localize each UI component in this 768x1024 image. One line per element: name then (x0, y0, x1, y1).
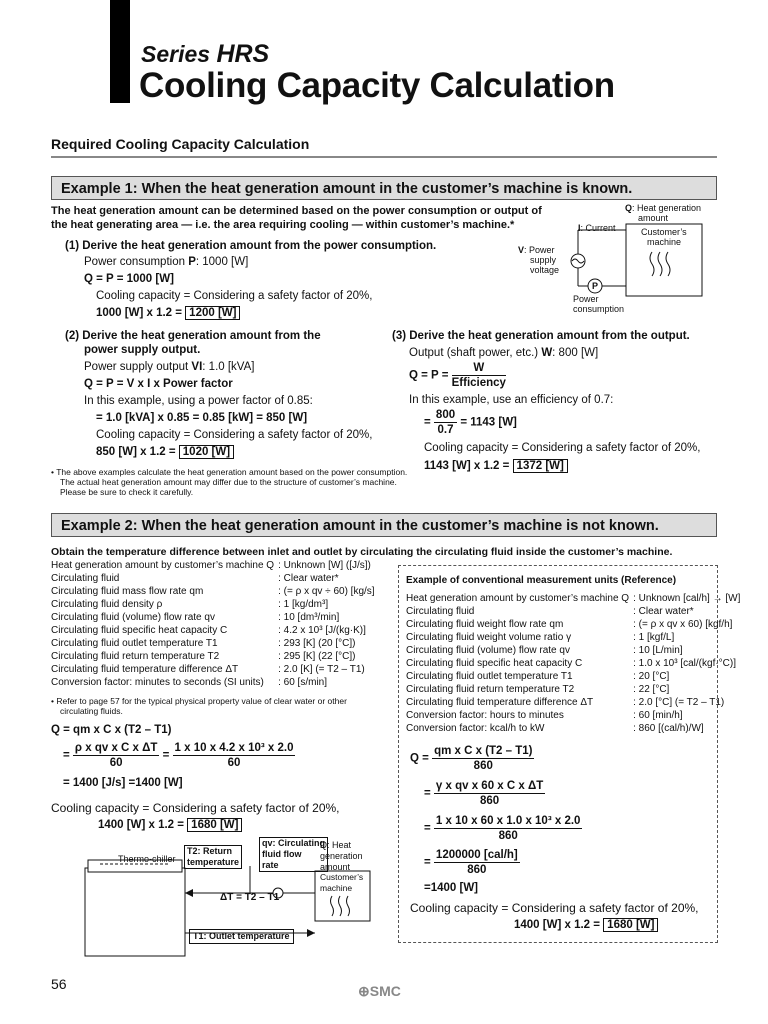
ref-param-label: Circulating fluid specific heat capacity C (406, 658, 583, 669)
example2-eq3: = 1400 [J/s] =1400 [W] (63, 777, 183, 789)
ref-param-value: : Unknown [cal/h] → [W] (633, 593, 741, 604)
step3-line6: 1143 [W] x 1.2 = 1372 [W] (424, 459, 568, 473)
param-label: Circulating fluid specific heat capacity C (51, 625, 228, 636)
param-value: : (= ρ x qv ÷ 60) [kg/s] (278, 586, 375, 597)
thermo-label: Thermo-chiller (118, 854, 176, 864)
ref-param-label: Circulating fluid (volume) flow rate qv (406, 645, 570, 656)
param-row (51, 676, 375, 689)
step1-line3: Cooling capacity = Considering a safety factor of 20%, (96, 290, 373, 302)
param-label: Circulating fluid (volume) flow rate qv (51, 612, 215, 623)
ref-param-value: : Clear water* (633, 606, 694, 617)
param-label: Circulating fluid outlet temperature T1 (51, 638, 218, 649)
t2-label: T2: Return temperature (184, 845, 242, 869)
param-row (51, 572, 375, 585)
delta-t-label: ΔT = T2 – T1 (220, 892, 280, 903)
ref-param-label: Circulating fluid outlet temperature T1 (406, 671, 573, 682)
series-label: Series HRS (141, 40, 270, 68)
ref-param-row (406, 631, 740, 644)
param-row (51, 598, 375, 611)
step1-result: 1200 [W] (185, 306, 240, 320)
example2-result: 1680 [W] (187, 818, 242, 832)
example2-cap-1: Cooling capacity = Considering a safety factor of 20%, (51, 801, 340, 815)
example1-note-1: • The above examples calculate the heat generation amount based on the power consumption. (51, 467, 408, 477)
step3-line5: Cooling capacity = Considering a safety factor of 20%, (424, 442, 701, 454)
q-label: Q: Heat generation (625, 203, 702, 213)
ref-param-value: : 60 [min/h] (633, 710, 683, 721)
step1-line4: 1000 [W] x 1.2 = 1200 [W] (96, 306, 240, 320)
reference-params (406, 592, 740, 735)
step2-line5: Cooling capacity = Considering a safety factor of 20%, (96, 429, 373, 441)
param-label: Circulating fluid return temperature T2 (51, 651, 220, 662)
ref-param-row (406, 618, 740, 631)
step2-line2: Q = P = V x I x Power factor (84, 378, 233, 390)
ref-param-row (406, 657, 740, 670)
ref-eq5: =1400 [W] (424, 882, 479, 894)
param-value: : 10 [dm³/min] (278, 612, 340, 623)
ref-param-label: Circulating fluid weight volume ratio γ (406, 632, 572, 643)
param-row (51, 559, 375, 572)
param-label: Circulating fluid temperature difference ΔT (51, 664, 239, 675)
ref-eq4: = $\frac{\text{1200000 [cal/h]}}{860}$ (424, 849, 518, 876)
step3-line1: Output (shaft power, etc.) W: 800 [W] (409, 347, 599, 359)
step2-line1: Power supply output VI: 1.0 [kVA] (84, 361, 255, 373)
ref-cap-2: 1400 [W] x 1.2 = 1680 [W] (514, 918, 658, 932)
v-label: V: Power (518, 245, 555, 255)
step2-line3: In this example, using a power factor of 0.85: (84, 395, 313, 407)
param-value: : 1 [kg/dm³] (278, 599, 329, 610)
step3-result: 1372 [W] (513, 459, 568, 473)
ref-param-label: Circulating fluid (406, 606, 475, 617)
p-label: P (592, 281, 599, 291)
ref-param-value: : 22 [°C] (633, 684, 670, 695)
ref-eq2: = $\frac{\text{γ x qv x 60 x C x ΔT}}{860}$ (424, 780, 544, 807)
ref-param-label: Circulating fluid temperature difference ΔT (406, 697, 594, 708)
step1-heading: (1) Derive the heat generation amount from the power consumption. (65, 240, 437, 252)
ref-cap-1: Cooling capacity = Considering a safety factor of 20%, (410, 901, 699, 915)
ref-param-label: Conversion factor: kcal/h to kW (406, 723, 545, 734)
step3-calc: = $\frac{800}{0.7}$ = 1143 [W] (424, 409, 517, 436)
param-row (51, 650, 375, 663)
param-value: : 2.0 [K] (= T2 – T1) (278, 664, 365, 675)
ref-param-row (406, 722, 740, 735)
smc-logo-icon: ⊕ (358, 983, 370, 999)
example1-note-2: The actual heat generation amount may differ due to the structure of customer’s machine. (60, 477, 397, 487)
param-row (51, 611, 375, 624)
ref-param-label: Heat generation amount by customer’s machine Q (406, 593, 630, 604)
example2-heading: Example 2: When the heat generation amount in the customer’s machine is not known. (51, 513, 717, 537)
ref-param-row (406, 644, 740, 657)
smc-logo: ⊕SMC (358, 983, 401, 999)
step3-equation: Q = P = $\frac{W}{\text{Efficiency}}$ (409, 362, 506, 389)
ref-param-value: : 860 [(cal/h)/W] (633, 723, 704, 734)
param-row (51, 585, 375, 598)
param-label: Conversion factor: minutes to seconds (SI units) (51, 677, 264, 688)
param-value: : 4.2 x 10³ [J/(kg·K)] (278, 625, 366, 636)
header-bar (110, 0, 130, 103)
ref-param-value: : 1.0 x 10³ [cal/(kgf·°C)] (633, 658, 737, 669)
param-label: Heat generation amount by customer’s machine Q (51, 560, 275, 571)
section-title: Required Cooling Capacity Calculation (51, 136, 310, 152)
example2-params (51, 559, 375, 689)
example1-heading: Example 1: When the heat generation amount in the customer’s machine is known. (51, 176, 717, 200)
step2-heading-2: power supply output. (84, 344, 201, 356)
power-label-2: consumption (573, 304, 625, 314)
param-row (51, 663, 375, 676)
ref-param-value: : 20 [°C] (633, 671, 670, 682)
ref-param-row (406, 696, 740, 709)
page-number: 56 (51, 976, 67, 992)
ref-eq1: Q = $\frac{\text{qm x C x (T2 – T1)}}{860}$ (410, 745, 533, 772)
page-title: Cooling Capacity Calculation (139, 66, 615, 105)
example1-intro-2: the heat generating area — i.e. the area requiring cooling — within customer’s machine.* (51, 219, 515, 231)
param-value: : 60 [s/min] (278, 677, 327, 688)
ref-param-row (406, 670, 740, 683)
step1-line1: Power consumption P: 1000 [W] (84, 256, 249, 268)
section-divider (51, 156, 717, 158)
step2-heading-1: (2) Derive the heat generation amount from the (65, 330, 321, 342)
reference-title: Example of conventional measurement units (Reference) (406, 575, 677, 586)
step3-line3: In this example, use an efficiency of 0.7: (409, 394, 614, 406)
q-desc: amount (638, 213, 669, 223)
param-value: : 295 [K] (22 [°C]) (278, 651, 356, 662)
example2-note-1: • Refer to page 57 for the typical physical property value of clear water or other (51, 696, 347, 706)
ref-param-label: Circulating fluid weight flow rate qm (406, 619, 564, 630)
param-value: : Unknown [W] ([J/s]) (278, 560, 371, 571)
i-label: I: Current (578, 223, 616, 233)
ref-param-row (406, 709, 740, 722)
v-desc-2: supply (530, 255, 557, 265)
param-value: : Clear water* (278, 573, 339, 584)
example2-intro: Obtain the temperature difference between inlet and outlet by circulating the circulating fluid inside the customer’s machine. (51, 546, 673, 558)
step2-result: 1020 [W] (179, 445, 234, 459)
ref-param-value: : (= ρ x qv x 60) [kgf/h] (633, 619, 733, 630)
v-desc-3: voltage (530, 265, 560, 275)
ref-result: 1680 [W] (603, 918, 658, 932)
param-label: Circulating fluid (51, 573, 120, 584)
ref-param-value: : 10 [L/min] (633, 645, 683, 656)
step3-heading: (3) Derive the heat generation amount from the output. (392, 330, 690, 342)
example2-note-2: circulating fluids. (60, 706, 123, 716)
ref-param-row (406, 605, 740, 618)
param-row (51, 624, 375, 637)
ref-param-label: Conversion factor: hours to minutes (406, 710, 564, 721)
customer-label: Customer’s machine (320, 872, 364, 893)
example2-cap-2: 1400 [W] x 1.2 = 1680 [W] (98, 818, 242, 832)
example2-eq2: = $\frac{\text{ρ x qv x C x ΔT}}{60}$ = $\frac{\text{1 x 10 x 4.2 x 10³ x 2.0}}{60}$ (63, 742, 294, 769)
ref-param-row (406, 683, 740, 696)
power-label-1: Power (573, 294, 599, 304)
customer-label-2: machine (647, 237, 682, 247)
step2-line6: 850 [W] x 1.2 = 1020 [W] (96, 445, 234, 459)
qv-label: qv: Circulating fluid flow rate (259, 837, 328, 872)
ref-eq3: = $\frac{\text{1 x 10 x 60 x 1.0 x 10³ x 2.0}}{860}$ (424, 815, 581, 842)
t1-label: T1: Outlet temperature (189, 929, 294, 944)
param-value: : 293 [K] (20 [°C]) (278, 638, 356, 649)
step2-line4: = 1.0 [kVA] x 0.85 = 0.85 [kW] = 850 [W] (96, 412, 308, 424)
customer-label-1: Customer’s (641, 227, 687, 237)
q-heat-label: Q: Heat generation amount (320, 840, 363, 872)
step1-line2: Q = P = 1000 [W] (84, 273, 174, 285)
param-label: Circulating fluid density ρ (51, 599, 163, 610)
param-row (51, 637, 375, 650)
ref-param-value: : 2.0 [°C] (= T2 – T1) (633, 697, 725, 708)
example1-note-3: Please be sure to check it carefully. (60, 487, 194, 497)
param-label: Circulating fluid mass flow rate qm (51, 586, 204, 597)
ref-param-label: Circulating fluid return temperature T2 (406, 684, 575, 695)
ref-param-row (406, 592, 740, 605)
ref-param-value: : 1 [kgf/L] (633, 632, 675, 643)
example2-eq1: Q = qm x C x (T2 – T1) (51, 724, 172, 736)
example1-intro-1: The heat generation amount can be determined based on the power consumption or output of (51, 205, 542, 217)
